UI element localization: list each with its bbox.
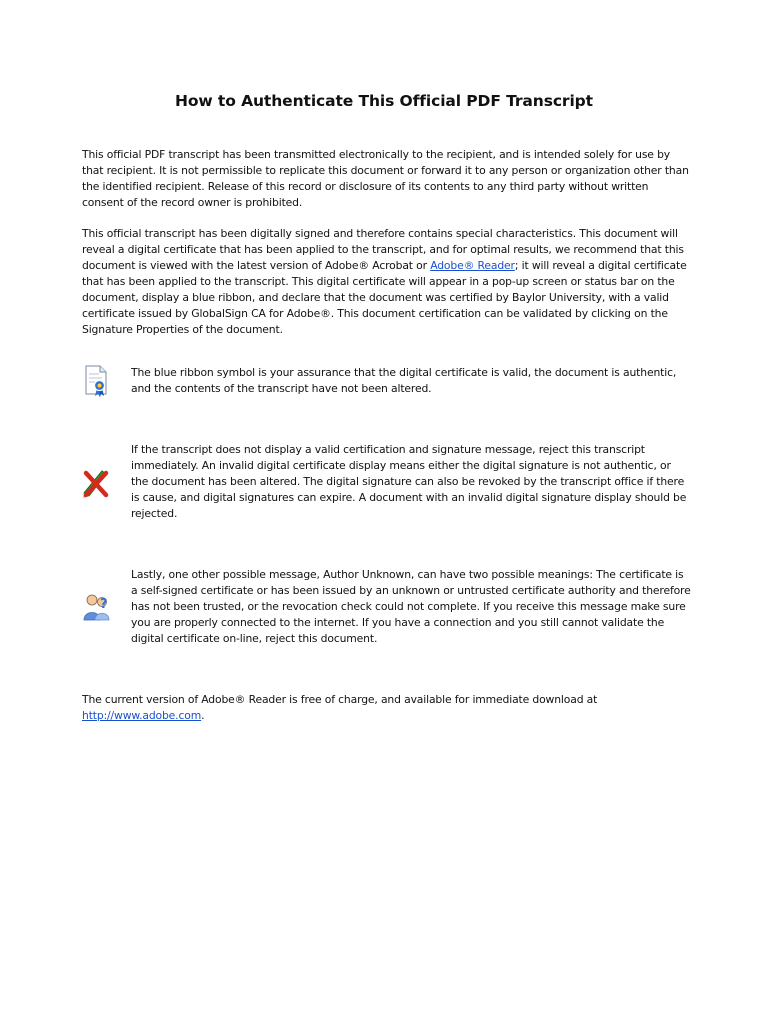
- adobe-website-link[interactable]: http://www.adobe.com: [82, 709, 202, 722]
- author-unknown-icon: [80, 588, 114, 622]
- digital-signature-paragraph: [82, 226, 692, 338]
- paragraph-text-after-link: ; it will reveal a digital certificate that has been applied to the transcript. This digital certificate will appear in a pop-up screen or status bar on the document, display a blue ribbon, and declare that the document was certified by Baylor University, with a valid certificate issued by GlobalSign CA for Adobe®. This document certification can be validated by clicking on the Signature Properties of the document.: [82, 259, 687, 336]
- valid-certificate-text: The blue ribbon symbol is your assurance that the digital certificate is valid, the document is authentic, and the contents of the transcript have not been altered.: [131, 366, 677, 395]
- footer-text: The current version of Adobe® Reader is free of charge, and available for immediate download at: [82, 693, 598, 706]
- invalid-signature-text: If the transcript does not display a valid certification and signature message, reject this transcript immediately. An invalid digital certificate display means either the digital signature is not authentic, or the document has been altered. The digital signature can also be revoked by the transcript office if there is cause, and digital signatures can expire. A document with an invalid digital signature display should be rejected.: [131, 443, 687, 520]
- paragraph-text-before-link: This official transcript has been digitally signed and therefore contains special characteristics. This document will reveal a digital certificate that has been applied to the transcript, and for optimal results, we recommend that this document is viewed with the latest version of Adobe® Acrobat or: [82, 227, 684, 272]
- footer-period: .: [201, 709, 205, 722]
- blue-ribbon-certificate-icon: [80, 364, 114, 398]
- footer-paragraph: [82, 692, 692, 724]
- svg-text:?: ?: [100, 597, 108, 612]
- adobe-reader-link[interactable]: Adobe® Reader: [430, 259, 515, 272]
- author-unknown-text: Lastly, one other possible message, Author Unknown, can have two possible meanings: The certificate is a self-signed certificate or has been issued by an unknown or untrusted certificate authority and therefore has not been trusted, or the revocation check could not complete. If you receive this message make sure you are properly connected to the internet. If you have a connection and you still cannot validate the digital certificate on-line, reject this document.: [131, 568, 691, 645]
- page-title: How to Authenticate This Official PDF Transcript: [175, 92, 593, 110]
- intro-paragraph: This official PDF transcript has been transmitted electronically to the recipient, and is intended solely for use by that recipient. It is not permissible to replicate this document or forward it to any person or organization other than the identified recipient. Release of this record or disclosure of its contents to any third party without written consent of the record owner is prohibited.: [82, 148, 689, 209]
- invalid-signature-icon: [80, 465, 114, 499]
